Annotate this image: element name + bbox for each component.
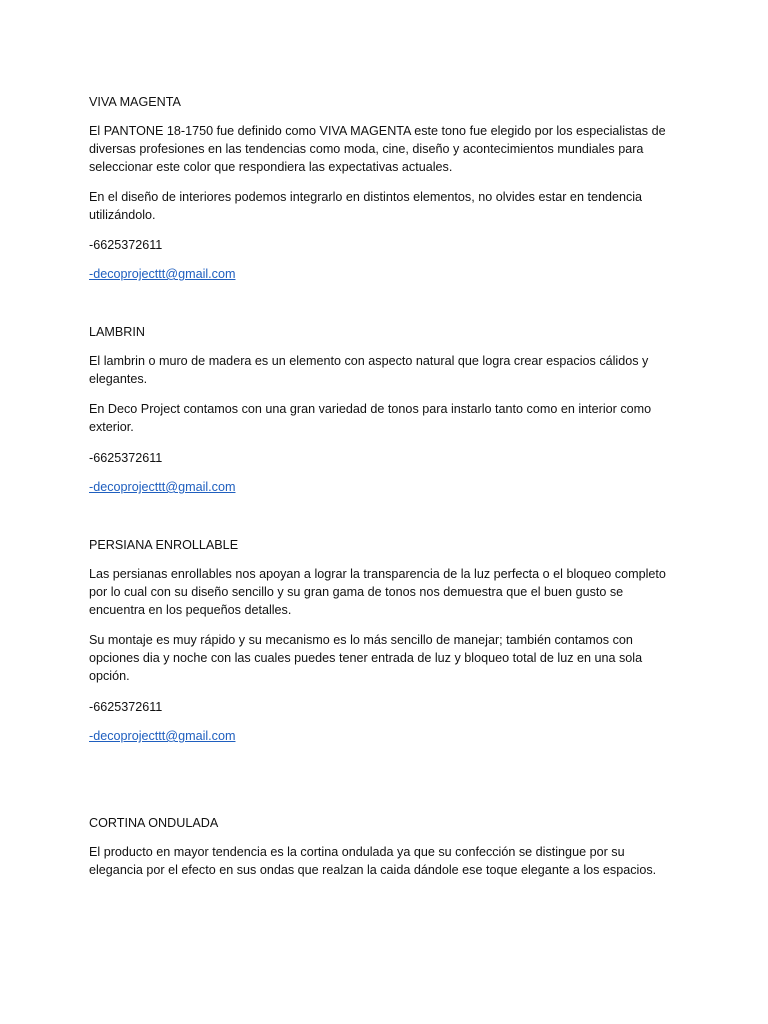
- section-heading-persiana-enrollable: PERSIANA ENROLLABLE: [89, 538, 239, 552]
- paragraph-line: elegantes.: [89, 372, 148, 386]
- paragraph-line: En Deco Project contamos con una gran variedad de tonos para instarlo tanto como en interior como: [89, 402, 652, 416]
- paragraph-line: exterior.: [89, 420, 134, 434]
- paragraph-line: por lo cual con su diseño sencillo y su gran gama de tonos nos demuestra que el buen gusto se: [89, 585, 624, 599]
- paragraph-line: opción.: [89, 669, 130, 683]
- paragraph-line: elegancia por el efecto en sus ondas que realzan la caida dándole ese toque elegante a los espacios.: [89, 863, 657, 877]
- phone-number: -6625372611: [89, 451, 163, 465]
- section-heading-cortina-ondulada: CORTINA ONDULADA: [89, 816, 219, 830]
- paragraph-line: diversas profesiones en las tendencias como moda, cine, diseño y acontecimientos mundiales para: [89, 142, 644, 156]
- phone-number: -6625372611: [89, 700, 163, 714]
- paragraph-line: El PANTONE 18-1750 fue definido como VIVA MAGENTA este tono fue elegido por los especialistas de: [89, 124, 666, 138]
- section-heading-lambrin: LAMBRIN: [89, 325, 145, 339]
- paragraph-line: Las persianas enrollables nos apoyan a lograr la transparencia de la luz perfecta o el bloqueo completo: [89, 567, 666, 581]
- email-link[interactable]: -decoprojecttt@gmail.com: [89, 480, 236, 494]
- paragraph-line: encuentra en los pequeños detalles.: [89, 603, 292, 617]
- phone-number: -6625372611: [89, 238, 163, 252]
- paragraph-line: opciones dia y noche con las cuales puedes tener entrada de luz y bloqueo total de luz en una sola: [89, 651, 643, 665]
- paragraph-line: seleccionar este color que respondiera las expectativas actuales.: [89, 160, 453, 174]
- paragraph-line: El lambrin o muro de madera es un elemento con aspecto natural que logra crear espacios cálidos y: [89, 354, 649, 368]
- paragraph-line: El producto en mayor tendencia es la cortina ondulada ya que su confección se distingue por su: [89, 845, 625, 859]
- section-heading-viva-magenta: VIVA MAGENTA: [89, 95, 181, 109]
- paragraph-line: utilizándolo.: [89, 208, 156, 222]
- paragraph-line: Su montaje es muy rápido y su mecanismo es lo más sencillo de manejar; también contamos con: [89, 633, 633, 647]
- email-link[interactable]: -decoprojecttt@gmail.com: [89, 267, 236, 281]
- paragraph-line: En el diseño de interiores podemos integrarlo en distintos elementos, no olvides estar en tendencia: [89, 190, 643, 204]
- email-link[interactable]: -decoprojecttt@gmail.com: [89, 729, 236, 743]
